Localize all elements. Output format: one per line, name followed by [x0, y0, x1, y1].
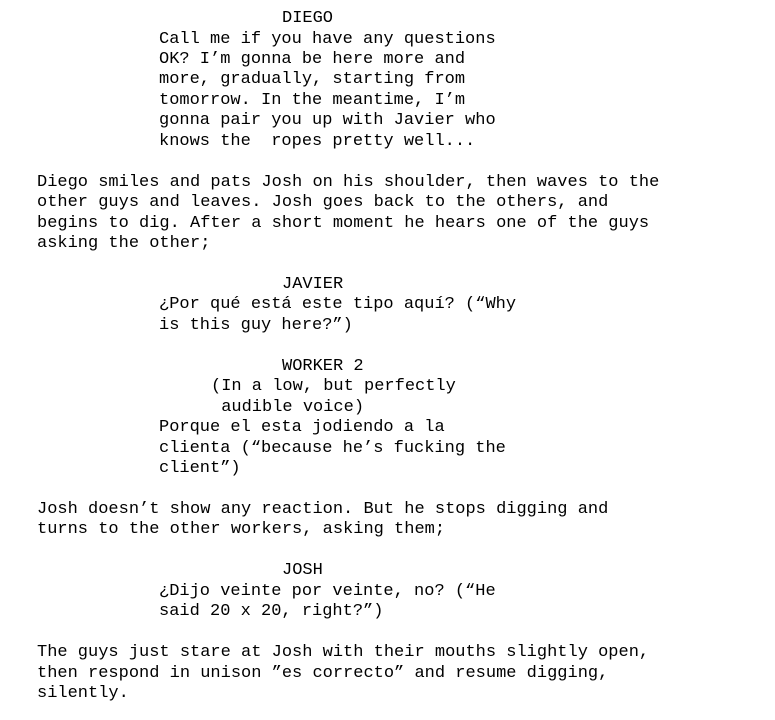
dialogue-line: more, gradually, starting from [159, 70, 466, 89]
parenthetical-line: audible voice) [211, 398, 365, 417]
character-name-javier: JAVIER [282, 275, 344, 294]
dialogue-line: Porque el esta jodiendo a la [159, 418, 445, 437]
action-line: then respond in unison ”es correcto” and resume digging, [37, 664, 609, 683]
action-line: The guys just stare at Josh with their mouths slightly open, [37, 643, 650, 662]
dialogue-line: ¿Por qué está este tipo aquí? (“Why [159, 295, 517, 314]
dialogue-line: knows the ropes pretty well... [159, 132, 476, 151]
dialogue-line: client”) [159, 459, 241, 478]
dialogue-line: OK? I’m gonna be here more and [159, 50, 466, 69]
character-name-diego: DIEGO [282, 9, 334, 28]
action-line: other guys and leaves. Josh goes back to the others, and [37, 193, 609, 212]
action-line: begins to dig. After a short moment he hears one of the guys [37, 214, 650, 233]
dialogue-line: gonna pair you up with Javier who [159, 111, 496, 130]
parenthetical-line: (In a low, but perfectly [211, 377, 456, 396]
character-name-worker-2: WORKER 2 [282, 357, 364, 376]
dialogue-line: Call me if you have any questions [159, 30, 496, 49]
dialogue-line: is this guy here?”) [159, 316, 353, 335]
dialogue-line: said 20 x 20, right?”) [159, 602, 384, 621]
dialogue-line: ¿Dijo veinte por veinte, no? (“He [159, 582, 496, 601]
action-line: Josh doesn’t show any reaction. But he stops digging and [37, 500, 609, 519]
dialogue-line: clienta (“because he’s fucking the [159, 439, 506, 458]
action-line: asking the other; [37, 234, 211, 253]
action-line: turns to the other workers, asking them; [37, 520, 446, 539]
dialogue-line: tomorrow. In the meantime, I’m [159, 91, 466, 110]
character-name-josh: JOSH [282, 561, 323, 580]
action-line: Diego smiles and pats Josh on his shoulder, then waves to the [37, 173, 660, 192]
action-line: silently. [37, 684, 129, 703]
